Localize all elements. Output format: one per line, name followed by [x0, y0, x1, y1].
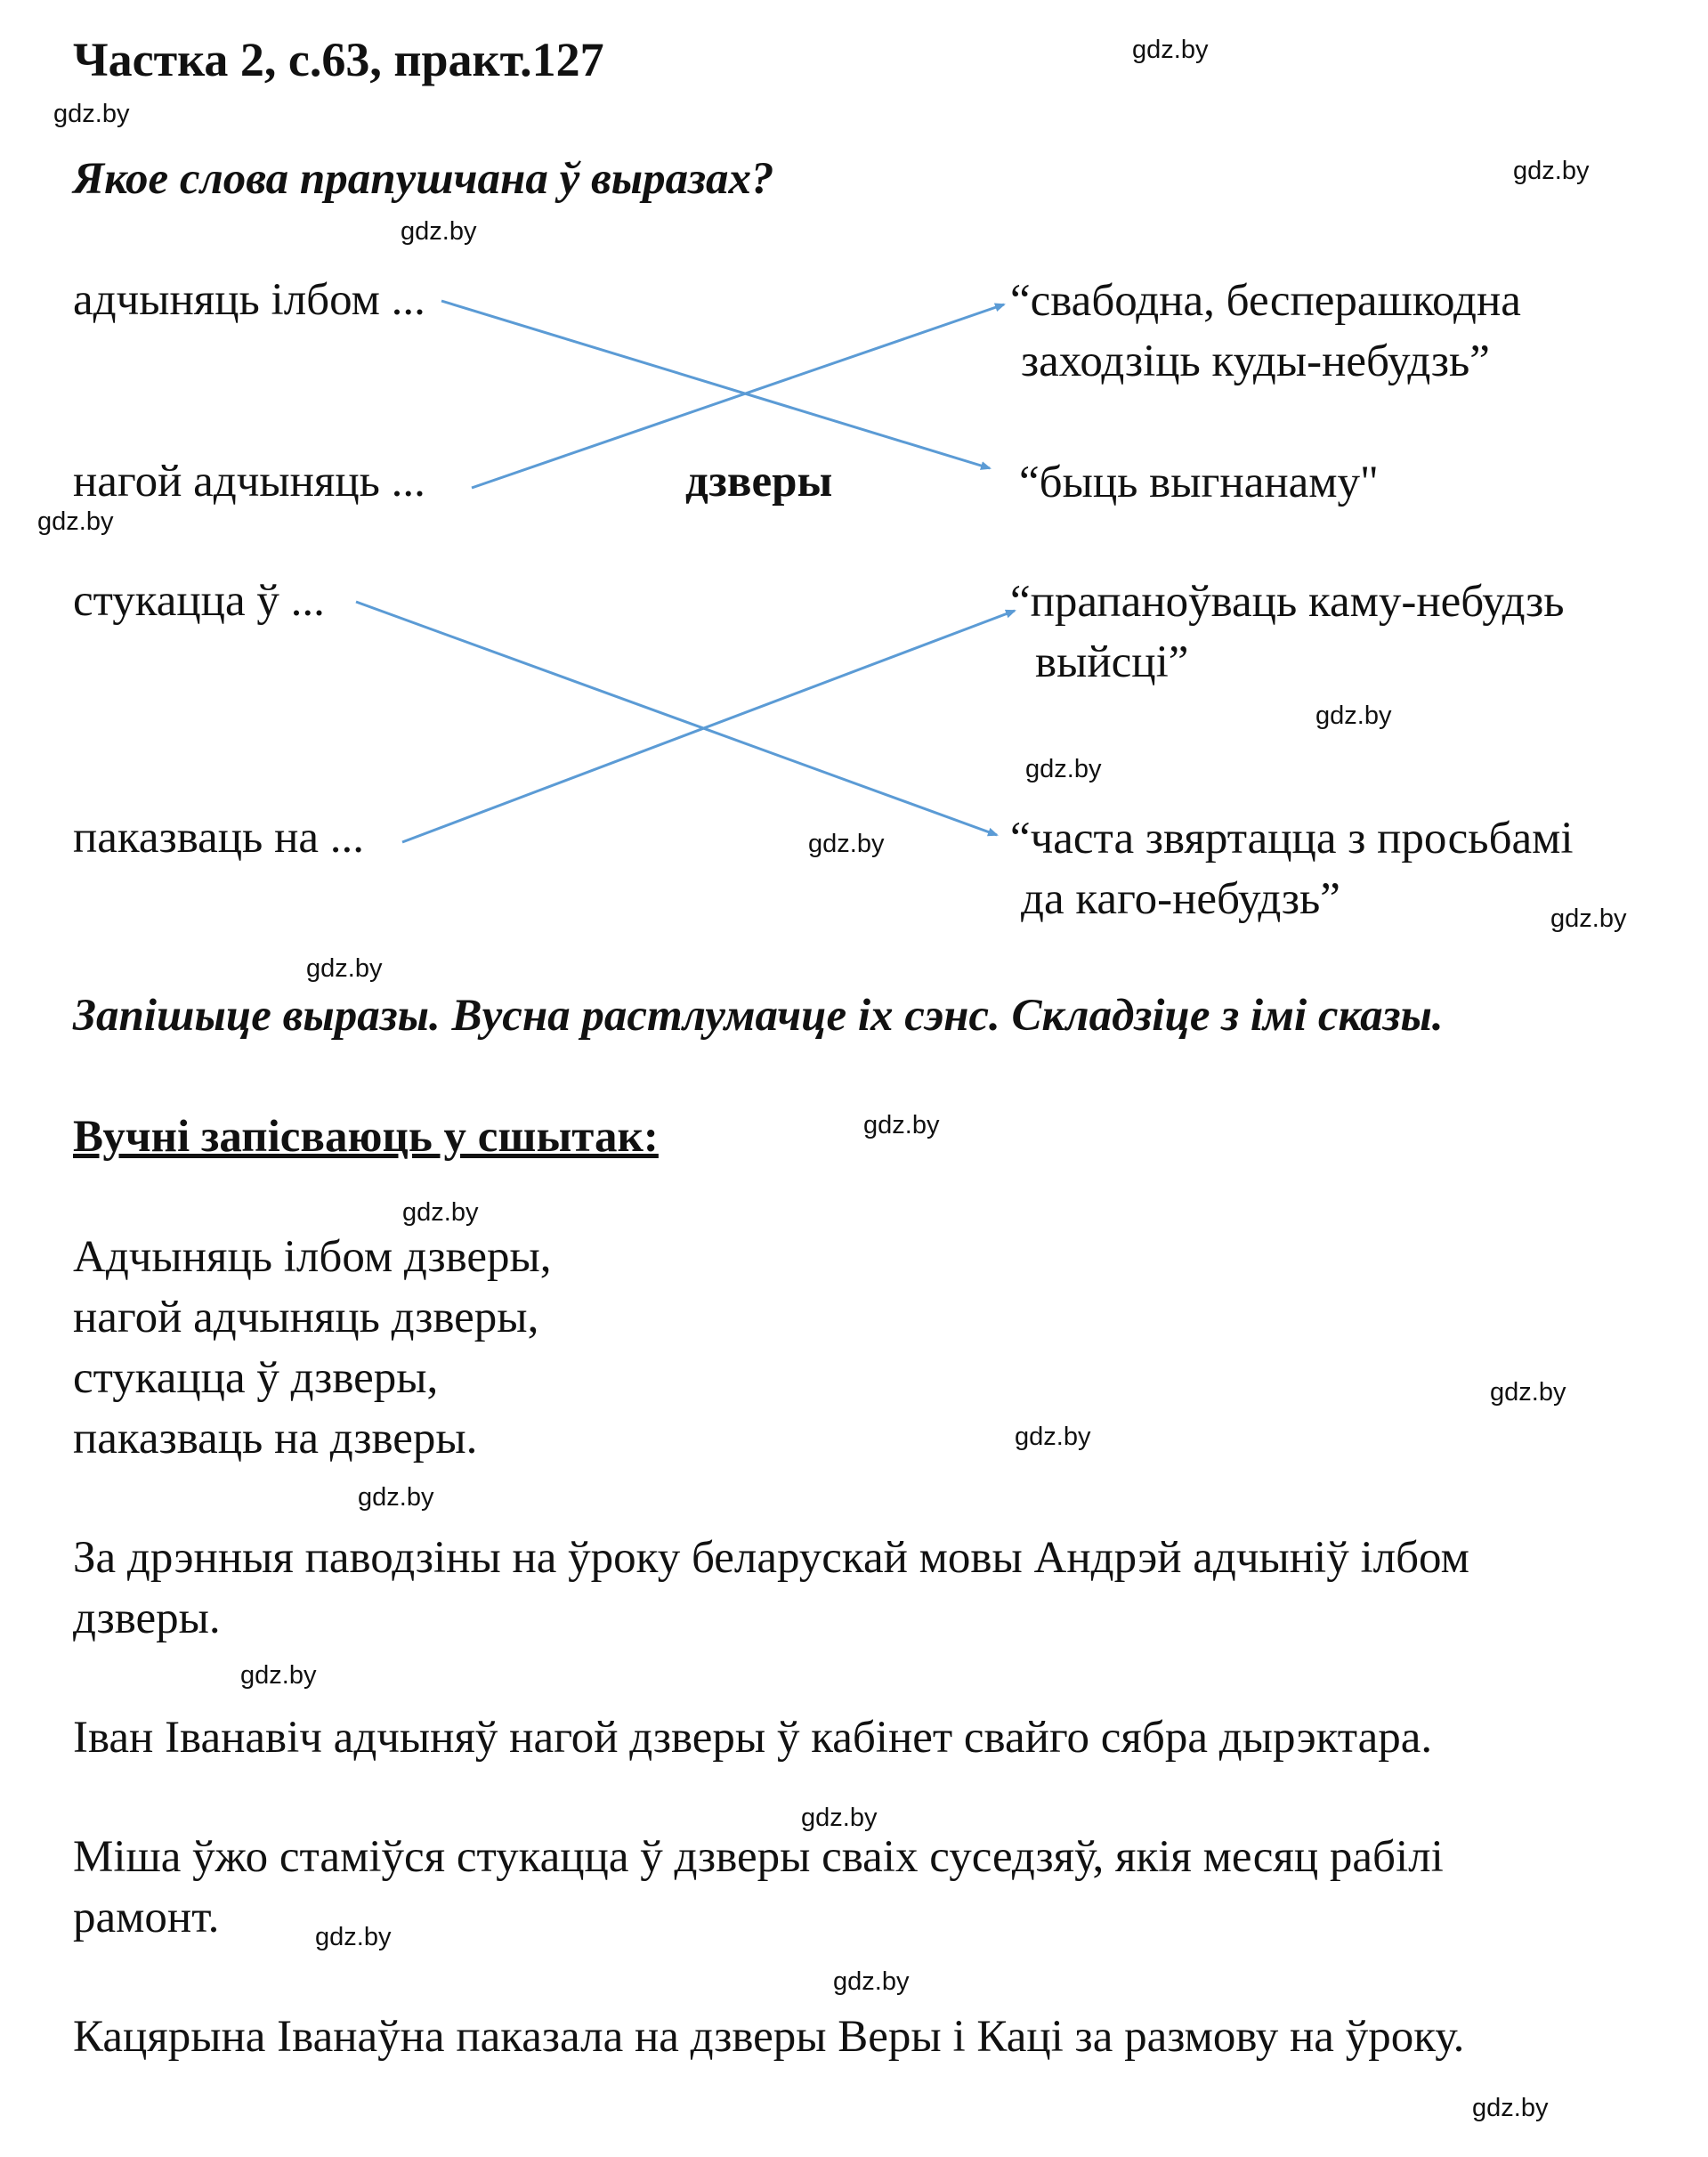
- watermark: gdz.by: [1132, 36, 1209, 64]
- sentence-4-line-1: Кацярына Іванаўна паказала на дзверы Веры і Каці за размову на ўроку.: [73, 2012, 1465, 2062]
- sentence-2: [73, 1707, 1432, 1768]
- left-phrase-3: стукацца ў ...: [73, 576, 325, 626]
- notebook-line: нагой адчыняць дзверы,: [73, 1293, 539, 1342]
- watermark: gdz.by: [402, 1198, 479, 1227]
- watermark: gdz.by: [1550, 904, 1627, 933]
- watermark: gdz.by: [306, 954, 383, 983]
- sentence-1-line-2: дзверы.: [73, 1593, 221, 1643]
- watermark: gdz.by: [315, 1923, 392, 1951]
- sentence-3: [73, 1827, 1444, 1948]
- watermark: gdz.by: [1513, 157, 1590, 185]
- sentence-3-line-1: Міша ўжо стаміўся стукацца ў дзверы сваіх суседзяў, якія месяц рабілі: [73, 1832, 1444, 1882]
- watermark: gdz.by: [863, 1111, 940, 1139]
- meaning-3-line-2: выйсці”: [1035, 637, 1189, 687]
- notebook-heading: Вучні запісваюць у сшытак:: [73, 1112, 659, 1162]
- watermark: gdz.by: [1490, 1378, 1566, 1407]
- sentence-1: [73, 1528, 1469, 1649]
- meaning-2-line-1: “быць выгнанаму": [1019, 458, 1379, 507]
- left-phrase-1: адчыняць ілбом ...: [73, 275, 425, 325]
- watermark: gdz.by: [833, 1967, 910, 1996]
- watermark: gdz.by: [37, 507, 114, 536]
- meaning-4-line-1: “часта звяртацца з просьбамі: [1010, 814, 1574, 864]
- watermark: gdz.by: [1315, 701, 1392, 730]
- watermark: gdz.by: [1015, 1423, 1091, 1451]
- task-instruction: Запішыце выразы. Вусна растлумачце іх сэнс. Складзіце з імі сказы.: [73, 991, 1444, 1041]
- connection-arrow-1: [441, 301, 990, 468]
- watermark: gdz.by: [808, 830, 885, 858]
- meaning-3-line-1: “прапаноўваць каму-небудзь: [1010, 577, 1565, 627]
- watermark: gdz.by: [1472, 2094, 1549, 2122]
- notebook-line: Адчыняць ілбом дзверы,: [73, 1232, 552, 1282]
- watermark: gdz.by: [358, 1483, 434, 1512]
- notebook-lines: [73, 1227, 552, 1469]
- watermark: gdz.by: [801, 1804, 878, 1832]
- left-phrase-2: нагой адчыняць ...: [73, 457, 425, 507]
- notebook-line: стукацца ў дзверы,: [73, 1353, 439, 1403]
- connection-arrow-3: [356, 602, 997, 835]
- watermark: gdz.by: [240, 1661, 317, 1690]
- task-question: Якое слова прапушчана ў выразах?: [73, 154, 774, 204]
- page-title: Частка 2, с.63, практ.127: [73, 33, 604, 86]
- meaning-4-line-2: да каго-небудзь”: [1021, 874, 1340, 924]
- sentence-4: [73, 2007, 1464, 2067]
- watermark: gdz.by: [53, 100, 130, 128]
- connection-arrow-2: [472, 304, 1004, 488]
- meaning-1-line-1: “свабодна, бесперашкодна: [1010, 276, 1521, 326]
- sentence-1-line-1: За дрэнныя паводзіны на ўроку беларускай мовы Андрэй адчыніў ілбом: [73, 1533, 1469, 1583]
- sentence-2-line-1: Іван Іванавіч адчыняў нагой дзверы ў кабінет свайго сябра дырэктара.: [73, 1713, 1433, 1763]
- sentence-3-line-2: рамонт.: [73, 1893, 220, 1942]
- meaning-1-line-2: заходзіць куды-небудзь”: [1021, 337, 1490, 386]
- notebook-line: паказваць на дзверы.: [73, 1414, 478, 1464]
- left-phrase-4: паказваць на ...: [73, 813, 364, 863]
- watermark: gdz.by: [401, 217, 477, 246]
- missing-word: дзверы: [685, 457, 833, 507]
- watermark: gdz.by: [1025, 755, 1102, 783]
